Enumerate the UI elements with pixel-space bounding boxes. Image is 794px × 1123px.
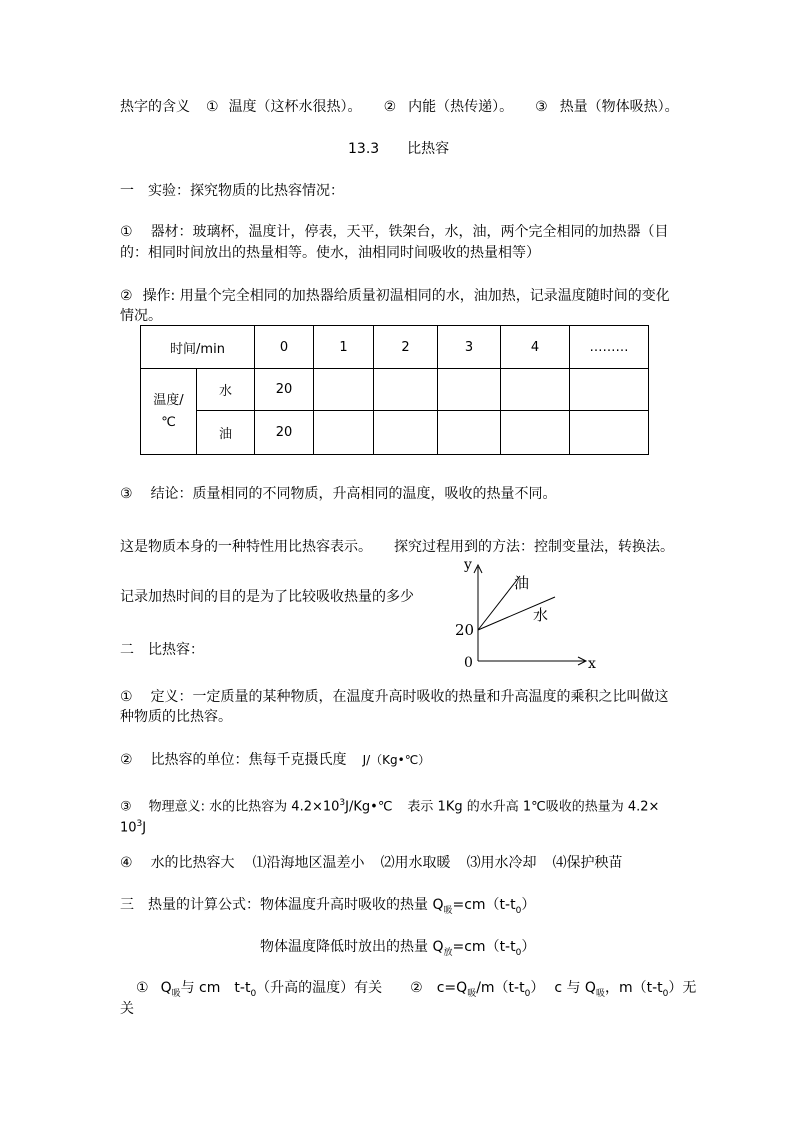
equipment-text: 器材：玻璃杯，温度计，停表，天平，铁架台，水，油，两个完全相同的加热器（目	[150, 224, 669, 240]
heat-formula-line2	[260, 937, 535, 963]
water-label-cell: 水	[197, 369, 255, 411]
empty-cell	[570, 369, 649, 411]
section-title	[348, 139, 449, 159]
water-curve-label: 水	[533, 606, 549, 624]
subscript: 0	[662, 988, 669, 999]
formula-text: ，m（t-t	[604, 980, 663, 996]
subscript: 0	[515, 947, 522, 958]
circled-number: ③	[120, 799, 132, 815]
heat-meaning-internal-energy: 内能（热传递）。	[408, 99, 514, 115]
empty-cell	[570, 411, 649, 455]
definition-line1	[120, 687, 669, 707]
circled-number: ①	[206, 99, 219, 115]
heat-meaning-heat: 热量（物体吸热）。	[559, 99, 679, 115]
application-item: ⑶用水冷却	[466, 855, 537, 871]
table-row	[141, 326, 649, 369]
circled-number: ④	[120, 855, 133, 871]
formula-text: ）无	[668, 980, 697, 996]
heat-meaning-prefix: 热字的含义	[120, 99, 190, 115]
subscript: 吸	[595, 988, 605, 999]
subscript: 吸	[171, 988, 181, 999]
part3-heading: 三 热量的计算公式：物体温度升高时吸收的热量 Q	[120, 897, 444, 913]
empty-cell	[438, 411, 501, 455]
formula-text: ）	[521, 939, 536, 955]
part1-heading: 一 实验：探究物质的比热容情况：	[120, 183, 344, 199]
formula-text: /m（t-t	[476, 980, 525, 996]
application-item: ⑴沿海地区温差小	[252, 855, 365, 871]
formula-text: c 与 Q	[554, 980, 596, 996]
definition-line2: 种物质的比热容。	[120, 709, 232, 725]
subscript: 0	[250, 988, 257, 999]
x-axis-label: x	[588, 656, 596, 670]
equipment-line1	[120, 222, 669, 242]
time-cell: 2	[374, 326, 438, 369]
unit-text: 比热容的单位：焦每千克摄氏度	[150, 752, 347, 768]
subscript: 0	[524, 988, 531, 999]
circled-number: ②	[383, 99, 397, 115]
temperature-time-graph	[450, 555, 610, 670]
physical-meaning-unit: J/Kg•℃	[345, 799, 393, 815]
circled-number: ①	[120, 689, 133, 705]
start-temperature-label: 20	[455, 621, 475, 639]
oil-value-cell: 20	[255, 411, 314, 455]
time-cell: 4	[501, 326, 570, 369]
applications-line	[120, 853, 623, 873]
application-item: ⑵用水取暖	[380, 855, 451, 871]
time-cell: 0	[255, 326, 314, 369]
subscript: 0	[515, 905, 522, 916]
method-text: 探究过程用到的方法：控制变量法，转换法。	[394, 539, 674, 555]
circled-number: ①	[120, 224, 133, 240]
heat-notes-line2: 关	[120, 1001, 134, 1017]
physical-meaning-text: 物理意义: 水的比热容为 4.2×10	[148, 799, 340, 815]
circled-number: ①	[136, 980, 149, 996]
physical-meaning-line2	[120, 814, 146, 838]
empty-cell	[501, 411, 570, 455]
y-axis-label: y	[464, 557, 472, 573]
empty-cell	[501, 369, 570, 411]
origin-label: 0	[464, 655, 473, 670]
empty-cell	[374, 369, 438, 411]
exponent: 3	[136, 819, 143, 829]
time-cell: ………	[570, 326, 649, 369]
conclusion-line	[120, 484, 557, 504]
physical-meaning-value: 10	[120, 820, 137, 836]
experiment-table	[140, 325, 649, 455]
time-cell: 3	[438, 326, 501, 369]
property-text: 这是物质本身的一种特性用比热容表示。	[120, 539, 372, 555]
temperature-unit: ℃	[161, 414, 176, 430]
circled-number: ③	[535, 99, 548, 115]
section-number: 13.3	[348, 141, 380, 157]
empty-cell	[314, 411, 374, 455]
application-item: ⑷保护秧苗	[552, 855, 623, 871]
formula-text: =cm（t-t	[452, 897, 516, 913]
unit-symbol: J/（Kg•℃）	[362, 753, 431, 767]
subscript: 吸	[467, 988, 477, 999]
formula-text: （升高的温度）有关	[256, 980, 383, 996]
circled-number: ②	[120, 288, 133, 304]
heat-formula-line1	[120, 895, 535, 921]
time-cell: 1	[314, 326, 374, 369]
time-label-cell: 时间/min	[141, 326, 255, 369]
oil-label-cell: 油	[197, 411, 255, 455]
record-purpose-line: 记录加热时间的目的是为了比较吸收热量的多少	[120, 589, 414, 605]
heat-meaning-line	[120, 97, 679, 117]
water-value-cell: 20	[255, 369, 314, 411]
property-line	[120, 537, 674, 557]
circled-number: ②	[120, 752, 133, 768]
formula-text: ）	[521, 897, 536, 913]
table-row	[141, 369, 649, 411]
heat-notes-line	[136, 978, 696, 1004]
part2-heading: 二 比热容：	[120, 642, 204, 658]
heat-meaning-temperature: 温度（这杯水很热）。	[228, 99, 362, 115]
oil-curve-label: 油	[514, 574, 530, 592]
table-row	[141, 411, 649, 455]
formula-text: =cm（t-t	[452, 939, 516, 955]
operation-line2: 情况。	[120, 308, 162, 324]
definition-text: 定义：一定质量的某种物质，在温度升高时吸收的热量和升高温度的乘积之比叫做这	[150, 689, 669, 705]
section-name: 比热容	[407, 141, 450, 157]
empty-cell	[374, 411, 438, 455]
subscript: 吸	[443, 905, 453, 916]
equipment-line2: 的：相同时间放出的热量相等。使水，油相同时间吸收的热量相等）	[120, 245, 540, 261]
operation-text: 操作: 用量个完全相同的加热器给质量初温相同的水，油加热，记录温度随时间的变化	[142, 288, 670, 304]
formula-text: c=Q	[436, 980, 468, 996]
temperature-label-cell	[141, 369, 197, 455]
circled-number: ③	[120, 486, 133, 502]
formula-text: t-t	[234, 980, 251, 996]
empty-cell	[438, 369, 501, 411]
exponent: 3	[339, 798, 346, 808]
physical-meaning-explanation: 表示 1Kg 的水升高 1℃吸收的热量为 4.2×	[407, 799, 660, 815]
circled-number: ②	[410, 980, 423, 996]
physical-meaning-line1	[120, 793, 659, 817]
formula-text: Q	[160, 980, 172, 996]
physical-meaning-value-unit: J	[142, 820, 147, 836]
operation-line1	[120, 286, 670, 306]
formula-text: 与 cm	[180, 980, 221, 996]
temperature-label: 温度/	[153, 392, 184, 408]
empty-cell	[314, 369, 374, 411]
unit-line	[120, 750, 430, 770]
formula-text: ）	[530, 980, 545, 996]
subscript: 放	[443, 947, 453, 958]
conclusion-text: 结论：质量相同的不同物质，升高相同的温度，吸收的热量不同。	[150, 486, 557, 502]
formula-text: 物体温度降低时放出的热量 Q	[260, 939, 444, 955]
applications-main: 水的比热容大	[150, 855, 235, 871]
